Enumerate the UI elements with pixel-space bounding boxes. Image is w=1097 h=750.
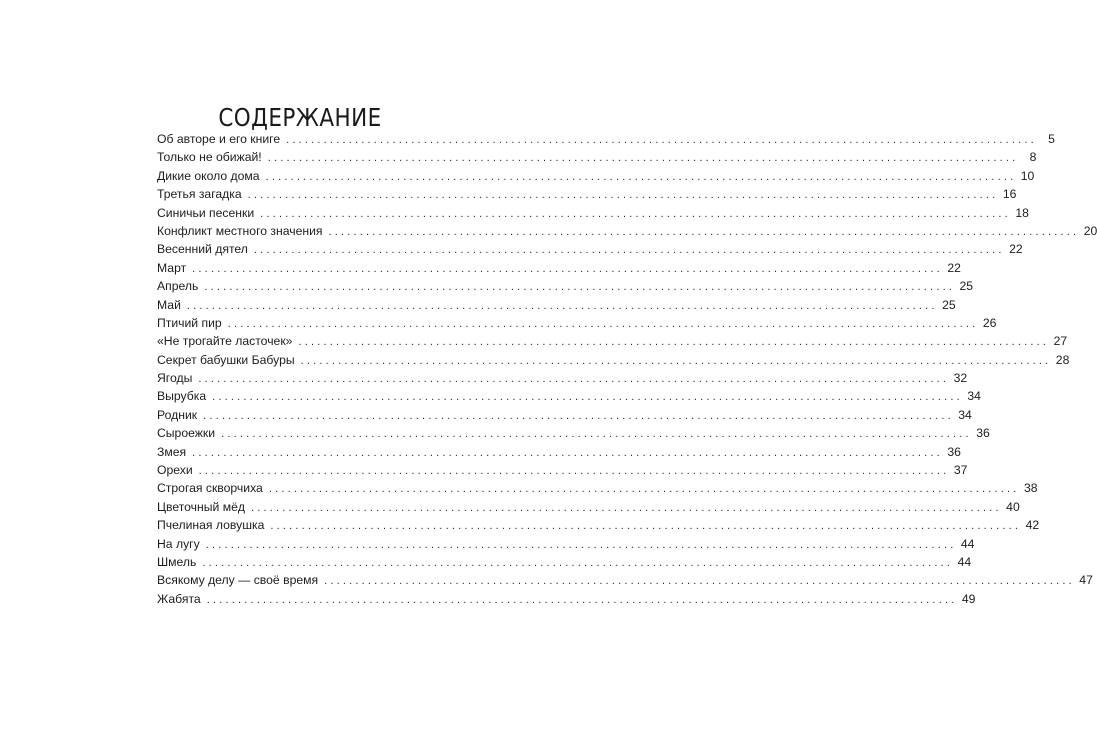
toc-entry: [157, 590, 976, 608]
dot-leader: ........................................................................................................................: [205, 538, 957, 551]
toc-entry-title: Шмель: [157, 554, 197, 569]
toc-entry-page-number: 28: [1055, 352, 1070, 367]
toc-entry-page-number: 49: [961, 591, 976, 606]
toc-entry: [157, 351, 1070, 369]
toc-entry-page-number: 26: [982, 315, 997, 330]
dot-leader: ........................................................................................................................: [250, 501, 1002, 514]
dot-leader: ........................................................................................................................: [206, 593, 958, 606]
toc-entry-page-number: 22: [947, 260, 961, 275]
toc-entry-page-number: 44: [960, 536, 975, 551]
toc-entry-page-number: 25: [942, 297, 956, 312]
toc-entry-title: Май: [157, 297, 181, 312]
dot-leader: ........................................................................................................................: [227, 317, 979, 330]
toc-entry: [157, 535, 975, 553]
toc-entry-title: Дикие около дома: [157, 168, 260, 183]
toc-entry: [157, 553, 972, 571]
toc-entry: [157, 498, 1020, 516]
toc-entry: [157, 130, 1055, 148]
toc-entry-title: Весенний дятел: [157, 242, 248, 257]
toc-entry: [157, 332, 1068, 350]
dot-leader: ........................................................................................................................: [192, 446, 943, 459]
dot-leader: ........................................................................................................................: [186, 299, 938, 312]
toc-entry-title: Март: [157, 260, 187, 275]
toc-entry-title: Сыроежки: [157, 426, 216, 441]
toc-entry-page-number: 25: [959, 279, 974, 294]
toc-entry-title: Птичий пир: [157, 315, 222, 330]
toc-entry-title: На лугу: [157, 536, 200, 551]
toc-entry-page-number: 40: [1006, 499, 1020, 514]
dot-leader: ........................................................................................................................: [286, 134, 1037, 146]
dot-leader: ........................................................................................................................: [247, 189, 999, 202]
toc-entry-title: Всякому делу — своё время: [157, 573, 319, 588]
toc-entry-title: Апрель: [157, 279, 199, 294]
toc-entry-title: Третья загадка: [157, 187, 242, 202]
toc-entry-page-number: 16: [1002, 187, 1017, 202]
table-of-contents: [157, 130, 1097, 608]
toc-entry-title: Вырубка: [157, 389, 207, 404]
toc-entry-page-number: 44: [957, 554, 972, 569]
dot-leader: ........................................................................................................................: [267, 152, 1019, 165]
toc-entry: [157, 148, 1037, 166]
dot-leader: ........................................................................................................................: [198, 465, 950, 478]
toc-entry: [157, 204, 1029, 222]
toc-entry: [157, 479, 1038, 497]
toc-entry: [157, 277, 974, 295]
toc-entry-page-number: 20: [1083, 223, 1097, 238]
toc-entry-page-number: 47: [1079, 573, 1093, 588]
toc-entry: [157, 167, 1035, 185]
toc-entry-page-number: 34: [967, 389, 981, 404]
dot-leader: ........................................................................................................................: [298, 336, 1050, 349]
toc-entry-page-number: 34: [958, 407, 972, 422]
toc-entry: [157, 185, 1017, 203]
toc-entry-page-number: 27: [1053, 334, 1068, 349]
toc-entry: [157, 516, 1040, 534]
toc-entry: [157, 424, 990, 442]
dot-leader: ........................................................................................................................: [265, 170, 1017, 183]
page-title: СОДЕРЖАНИЕ: [218, 102, 382, 132]
toc-entry-title: Об авторе и его книге: [157, 132, 281, 146]
dot-leader: ........................................................................................................................: [202, 556, 954, 569]
toc-entry: [157, 443, 961, 461]
toc-entry-title: Родник: [157, 407, 198, 422]
toc-entry-page-number: 22: [1009, 242, 1023, 257]
dot-leader: ........................................................................................................................: [203, 409, 954, 422]
toc-entry-page-number: 36: [976, 426, 990, 441]
dot-leader: ........................................................................................................................: [270, 520, 1022, 533]
dot-leader: ........................................................................................................................: [268, 483, 1020, 496]
toc-entry: [157, 571, 1093, 589]
toc-entry-title: Цветочный мёд: [157, 499, 245, 514]
toc-entry-title: Пчелиная ловушка: [157, 518, 265, 533]
dot-leader: ........................................................................................................................: [198, 373, 950, 386]
toc-entry-title: Змея: [157, 444, 187, 459]
dot-leader: ........................................................................................................................: [221, 428, 972, 441]
toc-entry: [157, 240, 1023, 258]
dot-leader: ........................................................................................................................: [212, 391, 963, 404]
toc-entry-title: Синичьи песенки: [157, 205, 255, 220]
toc-entry-page-number: 42: [1025, 518, 1040, 533]
toc-entry-page-number: 18: [1015, 205, 1029, 220]
dot-leader: ........................................................................................................................: [192, 262, 943, 275]
toc-entry-title: Секрет бабушки Бабуры: [157, 352, 295, 367]
toc-entry-title: Строгая скворчиха: [157, 481, 263, 496]
dot-leader: ........................................................................................................................: [328, 225, 1080, 238]
toc-entry-page-number: 5: [1048, 132, 1055, 146]
toc-entry-page-number: 10: [1020, 168, 1035, 183]
toc-entry-page-number: 38: [1024, 481, 1038, 496]
toc-entry-page-number: 36: [947, 444, 961, 459]
toc-entry: [157, 387, 981, 405]
toc-entry: [157, 406, 972, 424]
toc-entry: [157, 314, 997, 332]
toc-entry: [157, 296, 956, 314]
dot-leader: ........................................................................................................................: [324, 575, 1075, 588]
toc-entry-title: Только не обижай!: [157, 150, 262, 165]
toc-entry-title: Орехи: [157, 463, 193, 478]
toc-entry: [157, 222, 1097, 240]
toc-entry-title: Конфликт местного значения: [157, 223, 323, 238]
toc-entry: [157, 461, 968, 479]
dot-leader: ........................................................................................................................: [253, 244, 1005, 257]
toc-entry: [157, 259, 961, 277]
toc-entry-page-number: 8: [1029, 150, 1037, 165]
dot-leader: ........................................................................................................................: [300, 354, 1052, 367]
toc-entry-title: Ягоды: [157, 371, 193, 386]
dot-leader: ........................................................................................................................: [260, 207, 1011, 220]
toc-entry-title: «Не трогайте ласточек»: [157, 334, 293, 349]
toc-entry-page-number: 32: [953, 371, 968, 386]
toc-entry-title: Жабята: [157, 591, 201, 606]
toc-entry-page-number: 37: [953, 463, 968, 478]
dot-leader: ........................................................................................................................: [204, 281, 956, 294]
toc-entry: [157, 369, 968, 387]
